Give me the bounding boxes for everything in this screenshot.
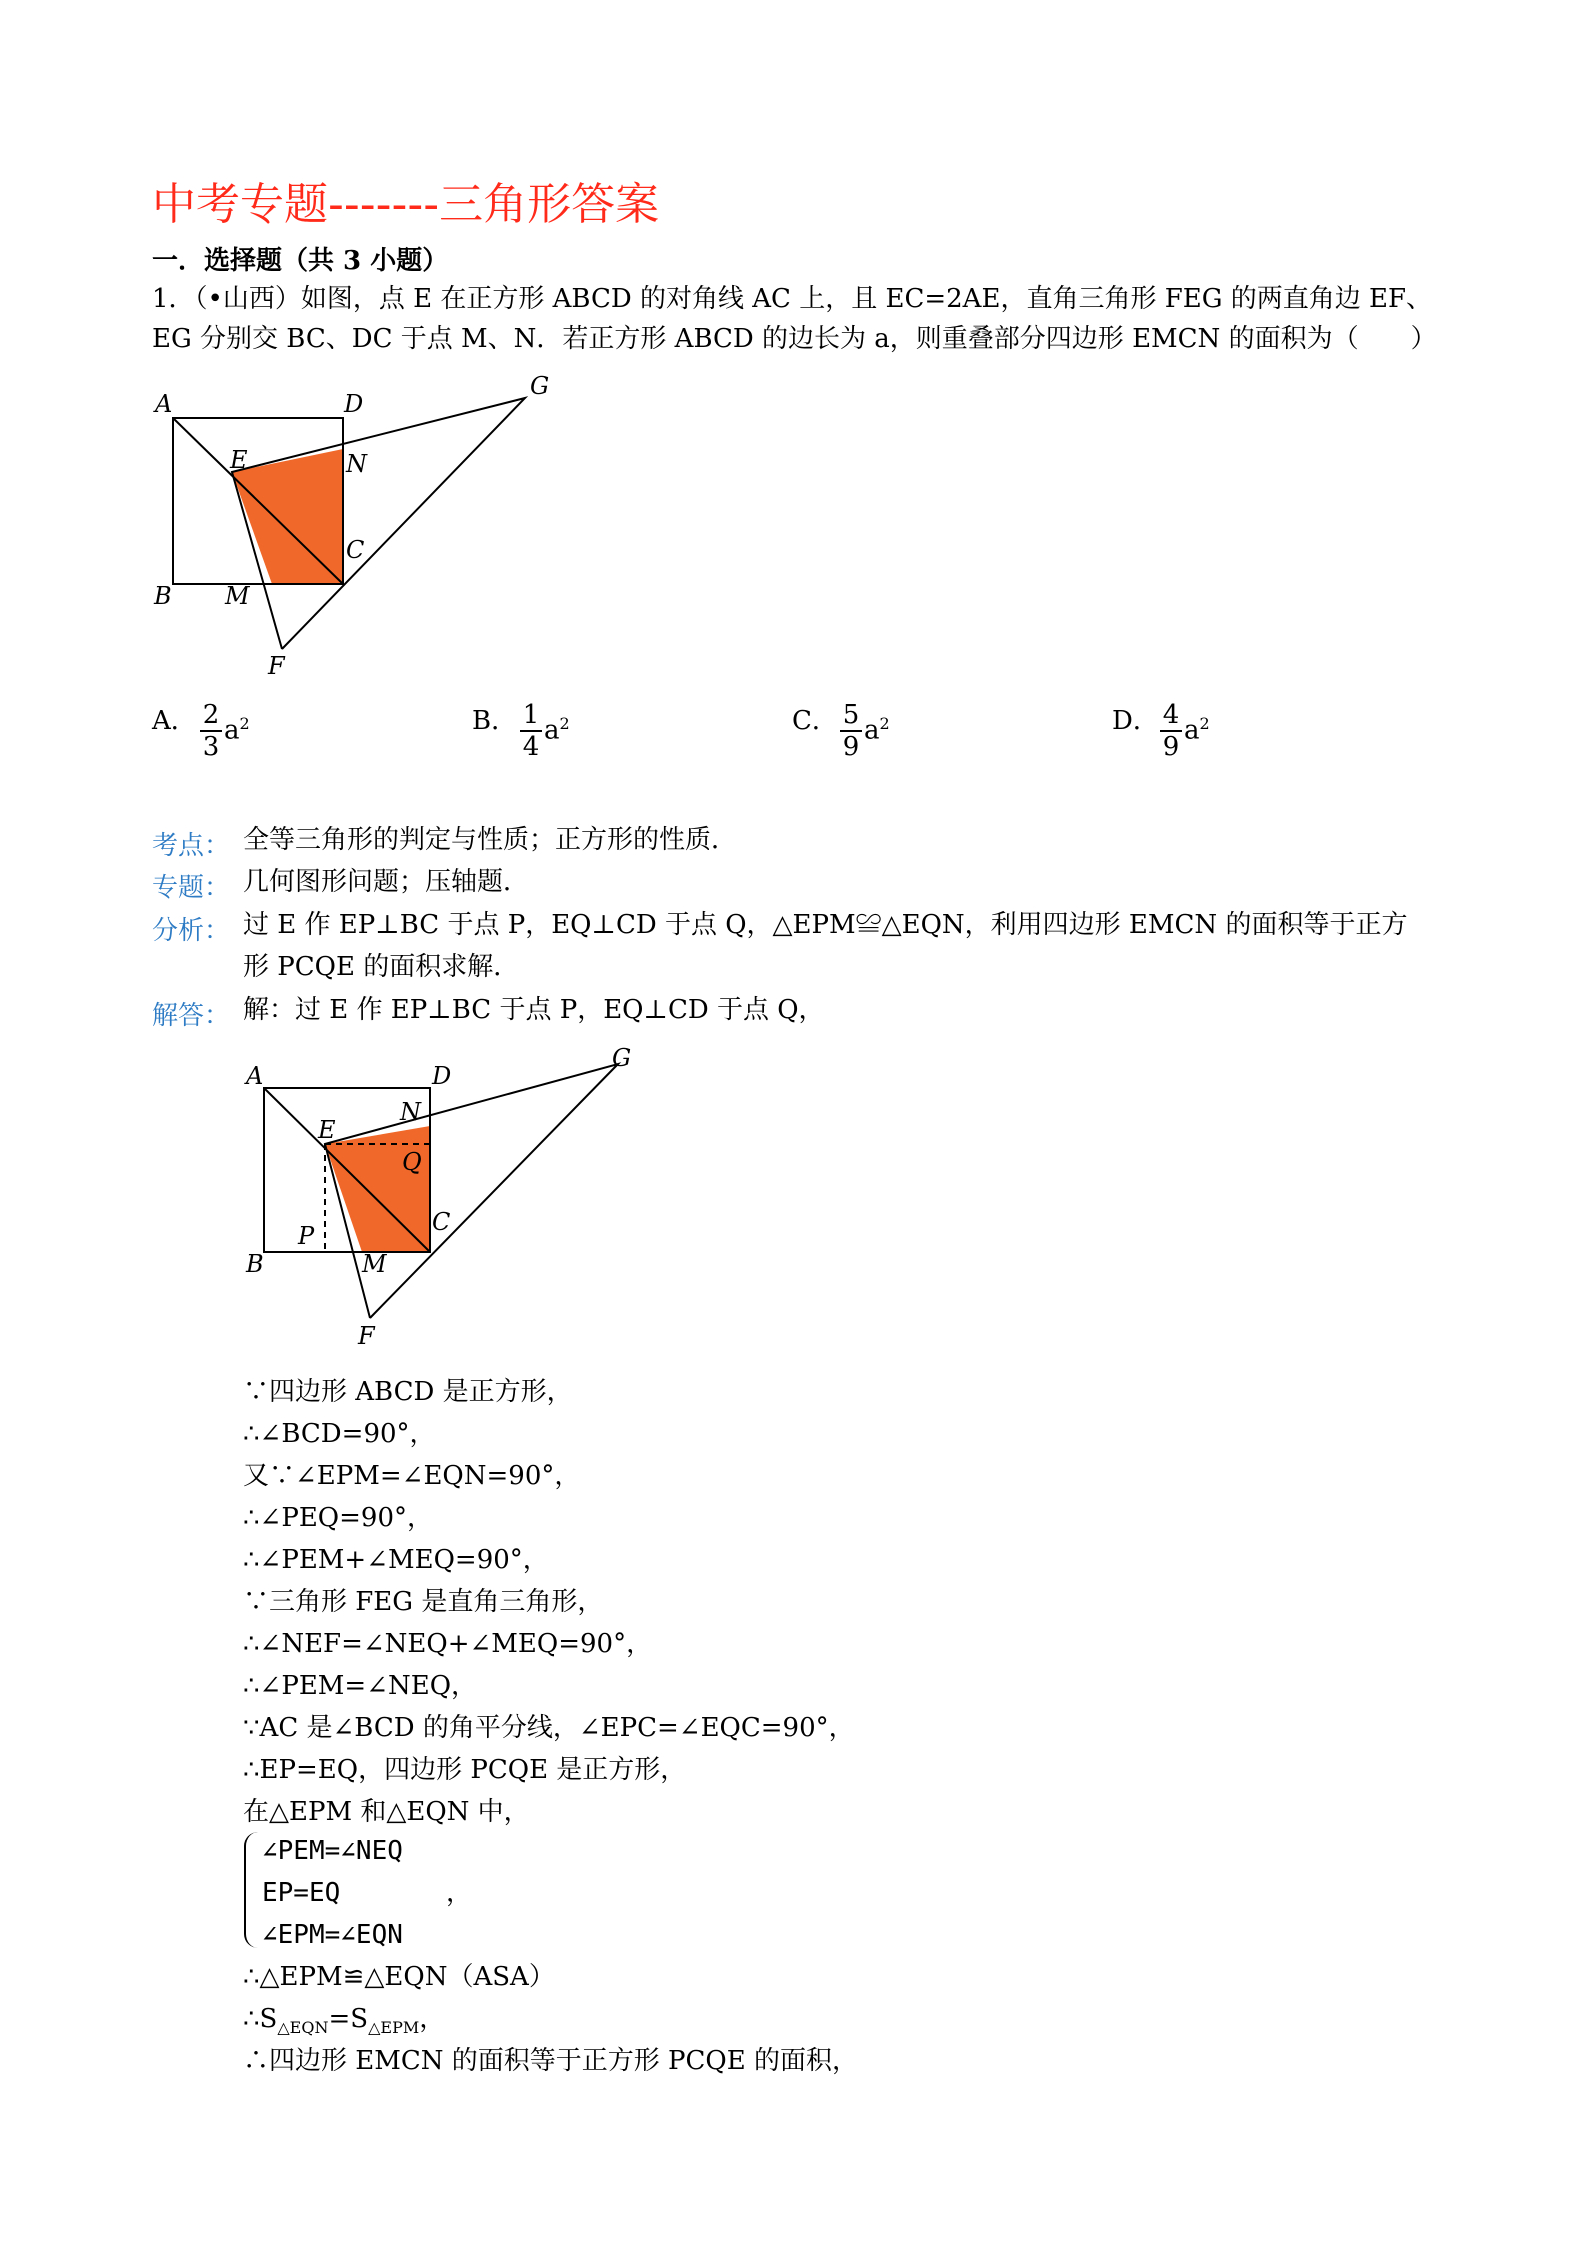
label-b: B [154,582,172,610]
label-m: M [225,582,250,610]
system-comma: ， [446,1878,473,1908]
option-b-letter[interactable]: B． [472,706,518,736]
label-e: E [230,446,248,474]
label-d: D [432,1062,452,1090]
overlap-quadrilateral [232,449,343,584]
section-heading: 一．选择题（共 3 小题） [152,246,449,276]
step-2: ∴∠BCD=90°， [243,1419,436,1449]
option-d-fraction: 4 9 [1160,700,1182,762]
label-f: F [358,1322,375,1350]
system-row-3: ∠EPM=∠EQN [262,1920,403,1950]
step-3: 又∵∠EPM=∠EQN=90°， [243,1461,581,1491]
label-q: Q [402,1148,422,1176]
label-d: D [344,390,364,418]
system-brace [244,1832,260,1948]
step-8: ∴∠PEM=∠NEQ， [243,1671,478,1701]
option-b-power: $a^2$ [544,714,570,746]
label-n: N [400,1098,421,1126]
step-1: ∵四边形 ABCD 是正方形， [243,1377,573,1407]
question-figure [150,368,570,688]
label-c: C [432,1208,451,1236]
label-g: G [612,1044,632,1072]
label-a: A [246,1062,264,1090]
option-a-fraction: 2 3 [200,700,222,762]
option-a-power: $a^2$ [224,714,250,746]
option-a-letter[interactable]: A． [152,706,197,736]
step-11: 在△EPM 和△EQN 中， [243,1797,530,1827]
solution-figure [240,1040,660,1360]
label-m: M [362,1250,387,1278]
label-p: P [298,1222,315,1250]
kaodian-label: 考点： [152,831,231,861]
step-7: ∴∠NEF=∠NEQ+∠MEQ=90°， [243,1629,653,1659]
label-a: A [155,390,173,418]
fenxi-line-2: 形 PCQE 的面积求解． [243,952,520,982]
step-4: ∴∠PEQ=90°， [243,1503,433,1533]
label-g: G [530,372,550,400]
fenxi-label: 分析： [152,916,231,946]
conclusion-line: ∴四边形 EMCN 的面积等于正方形 PCQE 的面积， [243,2046,858,2076]
option-b-fraction: 1 4 [520,700,542,762]
step-10: ∴EP=EQ，四边形 PCQE 是正方形， [243,1755,687,1785]
step-9: ∵AC 是∠BCD 的角平分线，∠EPC=∠EQC=90°， [243,1713,855,1743]
zhuanti-label: 专题： [152,873,231,903]
question-line-2: EG 分别交 BC、DC 于点 M、N．若正方形 ABCD 的边长为 a，则重叠部分四边形 EMCN 的面积为（ ） [152,324,1437,354]
option-c-fraction: 5 9 [840,700,862,762]
label-b: B [246,1250,264,1278]
step-6: ∵三角形 FEG 是直角三角形， [243,1587,604,1617]
jieda-text: 解：过 E 作 EP⊥BC 于点 P，EQ⊥CD 于点 Q， [243,995,825,1025]
congruence-line: ∴△EPM≌△EQN（ASA） [243,1962,555,1992]
fenxi-line-1: 过 E 作 EP⊥BC 于点 P，EQ⊥CD 于点 Q，△EPM≌△EQN，利用四边形 EMCN 的面积等于正方 [243,910,1408,940]
zhuanti-text: 几何图形问题；压轴题． [243,867,530,897]
area-line: $\therefore S_{\triangle EQN}=S_{\triangle EPM}$， [243,2004,446,2038]
option-d-power: $a^2$ [1184,714,1210,746]
step-5: ∴∠PEM+∠MEQ=90°， [243,1545,549,1575]
question-line-1: 1．（•山西）如图，点 E 在正方形 ABCD 的对角线 AC 上，且 EC=2AE，直角三角形 FEG 的两直角边 EF、 [152,284,1433,314]
label-f: F [268,652,285,680]
option-c-power: $a^2$ [864,714,890,746]
option-c-letter[interactable]: C． [792,706,838,736]
system-row-2: EP=EQ [262,1878,341,1908]
label-n: N [346,450,367,478]
option-d-letter[interactable]: D． [1112,706,1159,736]
jieda-label: 解答： [152,1001,231,1031]
label-c: C [346,536,365,564]
page-title: 中考专题-------三角形答案 [152,179,660,230]
system-row-1: ∠PEM=∠NEQ [262,1836,403,1866]
label-e: E [318,1116,336,1144]
kaodian-text: 全等三角形的判定与性质；正方形的性质． [243,825,738,855]
